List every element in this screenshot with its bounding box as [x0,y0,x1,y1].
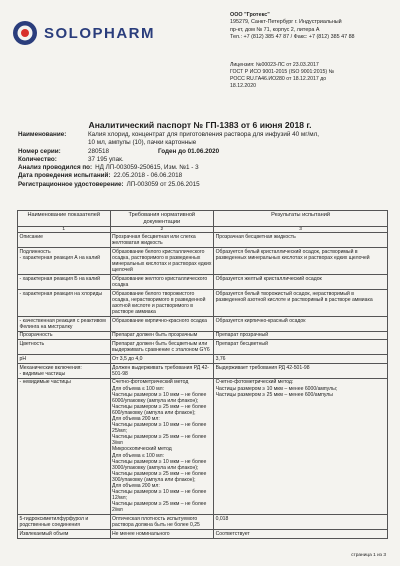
header-indicator: Наименование показателей [18,211,111,227]
license-line: Лицензия: №00023-ЛС от 23.03.2017 [230,62,319,68]
indicator-cell: Извлекаемый объем [18,530,111,539]
column-number: 2 [110,227,214,233]
requirement-cell: Образование белого творожистого осадка, нерастворимого в разведенной азотной кислоте и растворимого в растворе аммиака [110,289,214,316]
requirement-cell: От 3,5 до 4,0 [110,355,214,364]
requirement-cell: Счетно-фотометрический метод Для объема ≤ 100 мл: Частицы размером ≥ 10 мкм – не более 6000/упаковку (ампула или флакон); Частицы размером ≥ 25 мкм – не более 600/упаковку (ампула или флакон); Для объема 200 мл: Частицы размером ≥ 10 мкм – не более 25/мл; Частицы размером ≥ 25 мкм – не более 3/мл Микроскопический метод Для объема ≤ 100 мл: Частицы размером ≥ 10 мкм – не более 3000/упаковку (ампула или флакон); Частицы размером ≥ 25 мкм – не более 300/упаковку (ампула или флакон); Для объема 200 мл: Частицы размером ≥ 10 мкм – не более 12/мл; Частицы размером ≥ 25 мкм – не более 2/мл [110,378,214,515]
table-row [18,355,388,364]
result-cell: Образуется белый кристаллический осадок, растворимый в разведенных минеральных кислотах и растворах едких щелочей [214,248,388,275]
test-date-label: Дата проведения испытаний: [18,172,111,180]
name-value-cont: 10 мл, ампулы (10), пачки картонные [88,139,197,147]
column-number: 1 [18,227,111,233]
header-results: Результаты испытаний [214,211,388,227]
table-row [18,530,388,539]
table-row [18,340,388,355]
requirement-cell: Препарат должен быть прозрачным [110,331,214,340]
requirement-cell: Образование желтого кристаллического осадка [110,275,214,290]
result-cell: Прозрачная бесцветная жидкость [214,233,388,248]
indicator-cell: Описание [18,233,111,248]
result-cell: Образуется кирпично-красный осадок [214,316,388,331]
solopharm-logo [12,20,155,46]
results-body [18,233,388,538]
result-cell: Образуется желтый кристаллический осадок [214,275,388,290]
result-cell: 0,018 [214,515,388,530]
company-name: ООО "Гротекс" [230,12,270,18]
result-cell: Образуется белый творожистый осадок, нерастворимый в разведенной азотной кислоте и растворимый в растворе аммиака [214,289,388,316]
table-row [18,289,388,316]
expiry-date: Годен до 01.06.2020 [158,147,220,155]
registration-value: ЛП-003059 от 25.06.2015 [126,180,200,188]
table-row [18,275,388,290]
indicator-cell: - качественная реакция с реактивом Фелинга на мистралку [18,316,111,331]
company-address-line: 195279, Санкт-Петербург г. Индустриальный [230,19,342,26]
header-requirements: Требования нормативной документации [110,211,214,227]
result-cell: Препарат прозрачный [214,331,388,340]
table-row [18,248,388,275]
series-label: Номер серии: [18,147,61,155]
license-line: РОСС RU.ГА46.ИО280 от 18.12.2017 до [230,76,327,82]
logo-text: SOLOPHARM [44,24,155,42]
indicator-cell: pH [18,355,111,364]
name-value: Калия хлорид, концентрат для приготовления раствора для инфузий 40 мг/мл, [88,131,319,138]
results-table [17,210,388,539]
result-cell: Препарат бесцветный [214,340,388,355]
requirement-cell: Прозрачная бесцветная или слегка желтоватая жидкость [110,233,214,248]
registration-label: Регистрационное удостоверение: [18,180,124,188]
requirement-cell: Оптическая плотность испытуемого раствора должна быть не более 0,25 [110,515,214,530]
result-cell: 3,76 [214,355,388,364]
column-number: 3 [214,227,388,233]
license-line: 18.12.2020 [230,83,256,89]
document-title: Аналитический паспорт № ГП-1383 от 6 июня 2018 г. [88,120,312,130]
solopharm-logo-icon [12,20,38,46]
license-block [230,62,395,90]
page-number: страница 1 из 3 [351,553,386,558]
test-date-value: 22.05.2018 - 06.06.2018 [113,172,183,180]
company-block [230,12,395,42]
nd-value: НД ЛП-003059-250615, Изм. №1 - 3 [95,164,199,172]
table-row [18,515,388,530]
license-line: ГОСТ Р ИСО 9001-2015 (ISO 9001:2015) № [230,69,335,75]
product-meta [18,131,388,189]
company-address-line: пр-кт, дом № 71, корпус 2, литера А [230,26,320,33]
result-cell: Счетно-фотометрический метод: Частицы размером ≥ 10 мкм – менее 6000/ампулы; Частицы размером ≥ 25 мкм – менее 600/ампулы [214,378,388,515]
indicator-cell: - характерная реакция на хлориды [18,289,111,316]
table-row [18,363,388,378]
requirement-cell: Препарат должен быть бесцветным или выдерживать сравнение с эталоном GY6 [110,340,214,355]
requirement-cell: Должен выдерживать требования РД 42-501-98 [110,363,214,378]
table-row [18,378,388,515]
indicator-cell: 5-гидроксиметилфурфурол и родственные соединения [18,515,111,530]
indicator-cell: - невидимые частицы [18,378,111,515]
series-value: 280518 [88,147,110,155]
quantity-label: Количество: [18,155,57,163]
indicator-cell: Механические включения: - видимые частицы [18,363,111,378]
indicator-cell: - характерная реакция Б на калий [18,275,111,290]
quantity-value: 37 195 упак. [88,155,124,163]
result-cell: Соответствует [214,530,388,539]
requirement-cell: Не менее номинального [110,530,214,539]
table-row [18,233,388,248]
result-cell: Выдерживает требования РД 42-501-98 [214,363,388,378]
indicator-cell: Цветность [18,340,111,355]
company-phones: Тел.: +7 (812) 385 47 87 / Факс: +7 (812) 385 47 88 [230,34,355,41]
indicator-cell: Прозрачность [18,331,111,340]
requirement-cell: Образование кирпично-красного осадка [110,316,214,331]
indicator-cell: Подлинность - характерная реакция А на калий [18,248,111,275]
name-label: Наименование: [18,131,67,138]
nd-label: Анализ проводился по: [18,164,93,172]
requirement-cell: Образование белого кристаллического осадка, растворимого в разведенных минеральных кислотах и растворах едких щелочей [110,248,214,275]
table-row [18,331,388,340]
table-row [18,316,388,331]
